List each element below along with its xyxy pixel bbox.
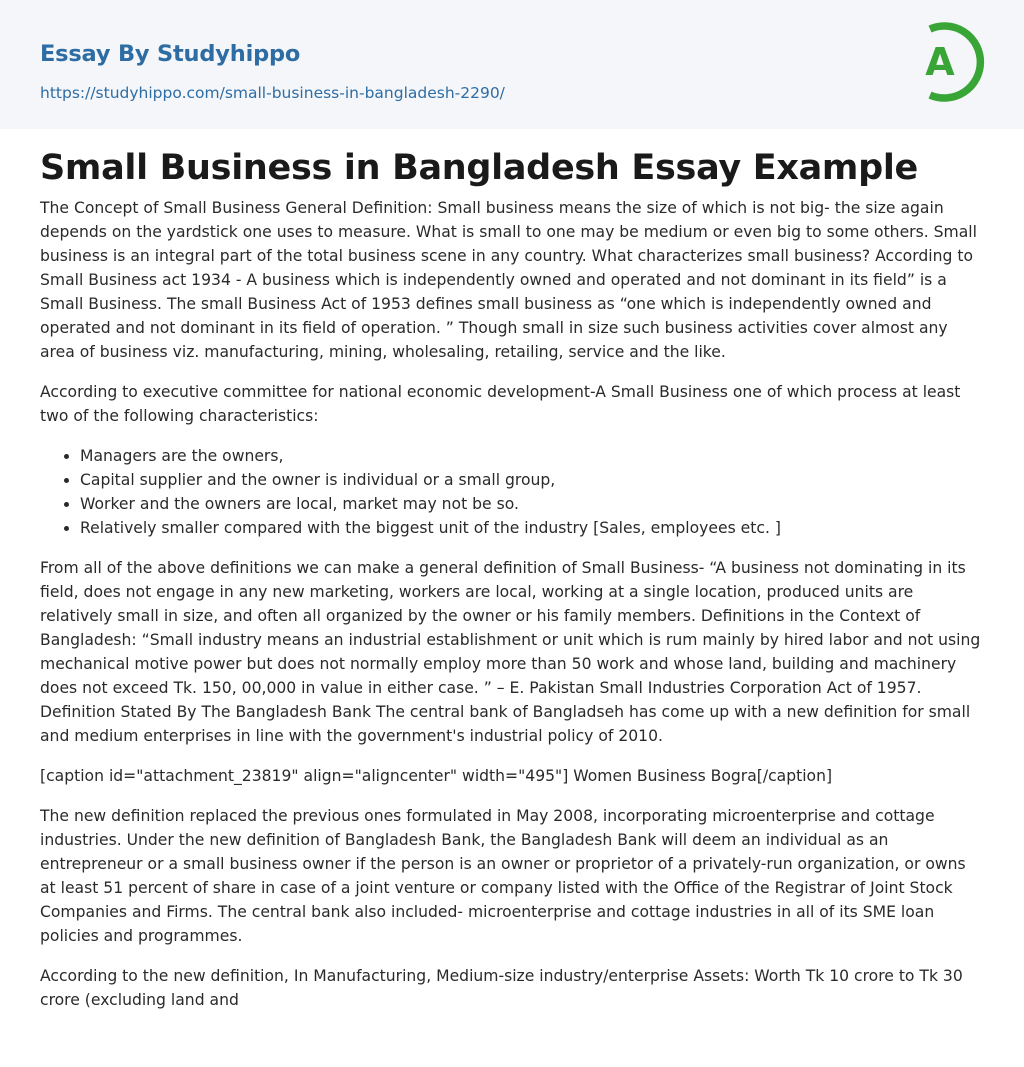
paragraph-2: According to executive committee for national economic development-A Small Business one of which process at least two of the following characteristics: — [40, 383, 961, 425]
list-item: • Relatively smaller compared with the biggest unit of the industry [Sales, employees etc. ] — [80, 516, 984, 540]
list-item: • Capital supplier and the owner is individual or a small group, — [80, 468, 984, 492]
logo-letter: A — [925, 40, 955, 84]
paragraph-1: The Concept of Small Business General Definition: Small business means the size of which is not big- the size again depends on the yardstick one uses to measure. What is small to one may be medium or even big to some others. Small business is an integral part of the total business scene in any country. What characterizes small business? According to Small Business act 1934 - A business which is independently owned and operated and not dominant in its field” is a Small Business. The small Business Act of 1953 defines small business as “one which is independently owned and operated and not dominant in its field of operation. ” Though small in size such business activities cover almost any area of business viz. manufacturing, mining, wholesaling, retailing, service and the like. — [40, 199, 977, 361]
list-item: • Managers are the owners, — [80, 444, 984, 468]
paragraph-6: According to the new definition, In Manufacturing, Medium-size industry/enterprise Assets: Worth Tk 10 crore to Tk 30 crore (excluding land and — [40, 967, 963, 1009]
source-url-link[interactable]: https://studyhippo.com/small-business-in-bangladesh-2290/ — [40, 84, 505, 102]
article-title: Small Business in Bangladesh Essay Example — [40, 148, 918, 188]
list-item: • Worker and the owners are local, market may not be so. — [80, 492, 984, 516]
caption-shortcode: [caption id="attachment_23819" align="aligncenter" width="495"] Women Business Bogra[/caption] — [40, 767, 833, 785]
paragraph-3: From all of the above definitions we can make a general definition of Small Business- “A business not dominating in its field, does not engage in any new marketing, workers are local, working at a single location, produced units are relatively small in size, and often all organized by the owner or his family members. Definitions in the Context of Bangladesh: “Small industry means an industrial establishment or unit which is rum mainly by hired labor and not using mechanical motive power but does not normally employ more than 50 work and whose land, building and machinery does not exceed Tk. 150, 00,000 in value in either case. ” – E. Pakistan Small Industries Corporation Act of 1957. Definition Stated By The Bangladesh Bank The central bank of Bangladseh has come up with a new definition for small and medium enterprises in line with the government's industrial policy of 2010. — [40, 559, 981, 745]
brand-name[interactable]: Essay By Studyhippo — [40, 41, 301, 67]
paragraph-5: The new definition replaced the previous ones formulated in May 2008, incorporating microenterprise and cottage industries. Under the new definition of Bangladesh Bank, the Bangladesh Bank will deem an individual as an entrepreneur or a small business owner if the person is an owner or proprietor of a privately-run organization, or owns at least 51 percent of share in case of a joint venture or company listed with the Office of the Registrar of Joint Stock Companies and Firms. The central bank also included- microenterprise and cottage industries in all of its SME loan policies and programmes. — [40, 807, 966, 945]
characteristics-list — [40, 444, 984, 540]
